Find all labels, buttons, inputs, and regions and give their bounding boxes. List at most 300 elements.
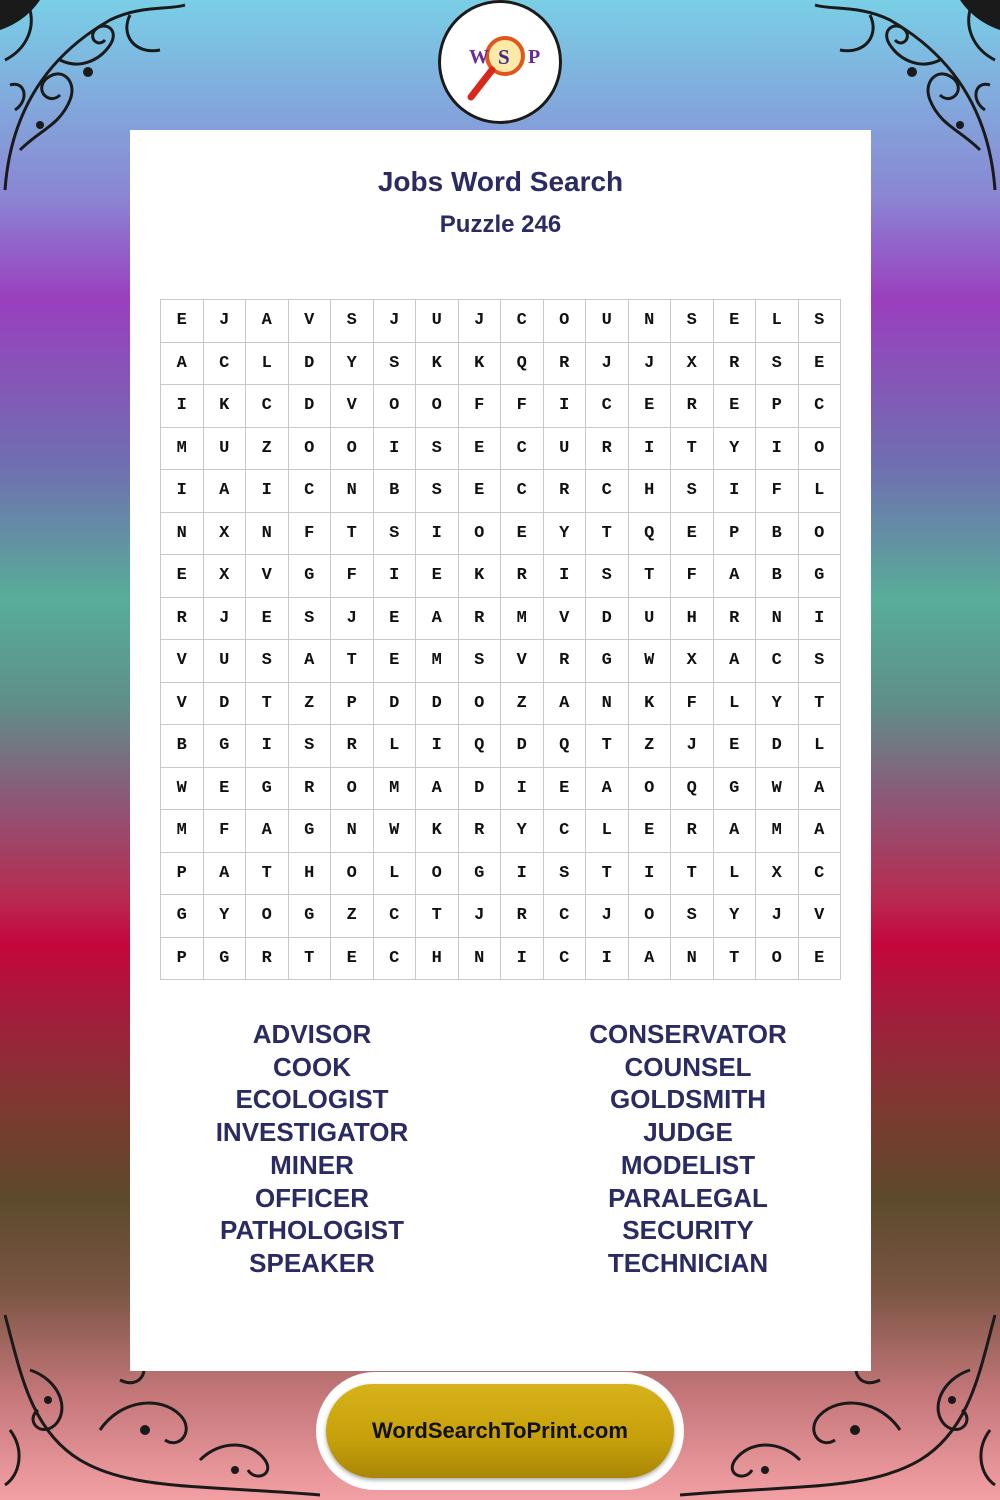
grid-cell: J — [458, 895, 501, 938]
grid-cell: S — [543, 852, 586, 895]
grid-cell: E — [543, 767, 586, 810]
puzzle-number: Puzzle 246 — [439, 211, 562, 238]
grid-cell: G — [798, 555, 841, 598]
grid-cell: A — [798, 767, 841, 810]
grid-cell: O — [628, 895, 671, 938]
grid-cell: C — [798, 385, 841, 428]
grid-cell: R — [586, 427, 629, 470]
grid-cell: P — [161, 852, 204, 895]
grid-row — [161, 512, 841, 555]
grid-cell: H — [671, 597, 714, 640]
grid-cell: I — [161, 385, 204, 428]
word-list-right — [538, 1018, 838, 1280]
grid-row — [161, 682, 841, 725]
grid-cell: U — [203, 427, 246, 470]
grid-cell: W — [373, 810, 416, 853]
grid-cell: F — [203, 810, 246, 853]
grid-cell: T — [246, 852, 289, 895]
grid-cell: O — [458, 512, 501, 555]
letter-grid — [160, 299, 841, 980]
grid-cell: G — [246, 767, 289, 810]
grid-cell: J — [671, 725, 714, 768]
grid-cell: G — [288, 895, 331, 938]
grid-cell: O — [331, 767, 374, 810]
grid-cell: X — [203, 512, 246, 555]
grid-cell: H — [288, 852, 331, 895]
grid-cell: N — [458, 937, 501, 980]
grid-cell: O — [331, 852, 374, 895]
word-item: INVESTIGATOR — [215, 1117, 409, 1148]
word-item: GOLDSMITH — [610, 1084, 766, 1115]
grid-cell: R — [246, 937, 289, 980]
grid-cell: T — [246, 682, 289, 725]
grid-cell: V — [246, 555, 289, 598]
grid-cell: S — [416, 427, 459, 470]
grid-cell: N — [161, 512, 204, 555]
grid-cell: L — [586, 810, 629, 853]
grid-cell: S — [671, 300, 714, 343]
grid-cell: A — [543, 682, 586, 725]
grid-cell: T — [416, 895, 459, 938]
grid-cell: F — [288, 512, 331, 555]
grid-cell: N — [671, 937, 714, 980]
grid-cell: R — [458, 810, 501, 853]
grid-cell: A — [628, 937, 671, 980]
grid-cell: C — [203, 342, 246, 385]
grid-cell: K — [203, 385, 246, 428]
grid-cell: W — [628, 640, 671, 683]
grid-cell: L — [756, 300, 799, 343]
grid-cell: A — [798, 810, 841, 853]
grid-cell: C — [586, 470, 629, 513]
word-list-left — [162, 1018, 462, 1280]
grid-cell: C — [501, 300, 544, 343]
grid-cell: B — [756, 555, 799, 598]
grid-cell: V — [161, 640, 204, 683]
grid-cell: E — [628, 810, 671, 853]
word-item: TECHNICIAN — [607, 1247, 769, 1278]
grid-cell: I — [501, 852, 544, 895]
grid-cell: I — [586, 937, 629, 980]
grid-cell: I — [798, 597, 841, 640]
grid-cell: T — [713, 937, 756, 980]
grid-cell: D — [416, 682, 459, 725]
grid-cell: A — [246, 810, 289, 853]
word-item: SECURITY — [622, 1215, 754, 1246]
grid-row — [161, 895, 841, 938]
grid-cell: V — [501, 640, 544, 683]
grid-cell: I — [416, 725, 459, 768]
grid-cell: R — [501, 555, 544, 598]
grid-cell: I — [713, 470, 756, 513]
grid-cell: Y — [713, 427, 756, 470]
grid-cell: R — [671, 810, 714, 853]
grid-cell: E — [373, 640, 416, 683]
grid-cell: N — [246, 512, 289, 555]
grid-cell: S — [798, 300, 841, 343]
grid-cell: I — [373, 555, 416, 598]
grid-cell: X — [671, 640, 714, 683]
grid-cell: P — [756, 385, 799, 428]
grid-cell: J — [586, 895, 629, 938]
grid-cell: E — [671, 512, 714, 555]
grid-cell: W — [161, 767, 204, 810]
grid-cell: E — [416, 555, 459, 598]
grid-cell: R — [543, 470, 586, 513]
grid-cell: S — [586, 555, 629, 598]
grid-cell: J — [331, 597, 374, 640]
grid-cell: T — [586, 725, 629, 768]
grid-cell: D — [288, 342, 331, 385]
grid-cell: V — [161, 682, 204, 725]
grid-cell: U — [543, 427, 586, 470]
grid-cell: F — [756, 470, 799, 513]
grid-cell: R — [713, 342, 756, 385]
grid-cell: S — [671, 470, 714, 513]
grid-cell: C — [288, 470, 331, 513]
grid-cell: T — [586, 852, 629, 895]
grid-cell: Z — [501, 682, 544, 725]
grid-cell: R — [501, 895, 544, 938]
grid-cell: T — [331, 512, 374, 555]
grid-cell: O — [288, 427, 331, 470]
grid-cell: S — [331, 300, 374, 343]
grid-cell: D — [586, 597, 629, 640]
grid-cell: Y — [543, 512, 586, 555]
grid-cell: J — [628, 342, 671, 385]
grid-cell: V — [288, 300, 331, 343]
grid-cell: G — [288, 810, 331, 853]
grid-row — [161, 385, 841, 428]
grid-cell: F — [671, 682, 714, 725]
grid-cell: F — [501, 385, 544, 428]
wsp-logo[interactable] — [438, 0, 562, 124]
logo-letter-s: S — [498, 45, 510, 69]
word-item: OFFICER — [254, 1182, 370, 1213]
grid-cell: Q — [501, 342, 544, 385]
grid-cell: J — [203, 597, 246, 640]
grid-cell: G — [586, 640, 629, 683]
grid-cell: T — [628, 555, 671, 598]
grid-cell: H — [416, 937, 459, 980]
grid-cell: T — [331, 640, 374, 683]
grid-cell: Z — [331, 895, 374, 938]
grid-cell: I — [501, 767, 544, 810]
grid-cell: C — [501, 470, 544, 513]
grid-cell: S — [373, 342, 416, 385]
grid-cell: A — [203, 470, 246, 513]
website-link-text: WordSearchToPrint.com — [372, 1418, 628, 1443]
grid-cell: I — [161, 470, 204, 513]
grid-cell: X — [671, 342, 714, 385]
grid-cell: O — [458, 682, 501, 725]
grid-cell: E — [713, 300, 756, 343]
grid-cell: O — [373, 385, 416, 428]
grid-cell: E — [628, 385, 671, 428]
logo-letter-p: P — [528, 46, 541, 68]
grid-cell: U — [628, 597, 671, 640]
grid-cell: M — [161, 427, 204, 470]
footer-badge — [316, 1372, 684, 1490]
grid-cell: R — [543, 640, 586, 683]
grid-cell: O — [543, 300, 586, 343]
grid-cell: T — [671, 852, 714, 895]
grid-cell: U — [203, 640, 246, 683]
grid-cell: A — [161, 342, 204, 385]
grid-cell: J — [586, 342, 629, 385]
grid-cell: D — [288, 385, 331, 428]
grid-cell: G — [713, 767, 756, 810]
grid-cell: I — [501, 937, 544, 980]
grid-cell: U — [586, 300, 629, 343]
grid-cell: C — [543, 810, 586, 853]
grid-cell: R — [458, 597, 501, 640]
grid-cell: I — [543, 555, 586, 598]
grid-row — [161, 427, 841, 470]
grid-cell: F — [671, 555, 714, 598]
word-item: MODELIST — [620, 1149, 756, 1180]
word-item: COUNSEL — [624, 1051, 752, 1082]
grid-cell: N — [331, 810, 374, 853]
grid-cell: E — [798, 937, 841, 980]
grid-cell: A — [713, 810, 756, 853]
grid-cell: D — [458, 767, 501, 810]
grid-cell: D — [501, 725, 544, 768]
grid-cell: A — [713, 640, 756, 683]
grid-cell: C — [246, 385, 289, 428]
grid-cell: P — [161, 937, 204, 980]
grid-cell: S — [246, 640, 289, 683]
grid-cell: L — [798, 470, 841, 513]
grid-cell: Y — [756, 682, 799, 725]
grid-cell: C — [756, 640, 799, 683]
grid-cell: S — [288, 725, 331, 768]
grid-row — [161, 640, 841, 683]
grid-cell: N — [331, 470, 374, 513]
grid-cell: C — [373, 895, 416, 938]
grid-cell: A — [416, 767, 459, 810]
grid-cell: I — [756, 427, 799, 470]
grid-cell: N — [756, 597, 799, 640]
grid-cell: R — [713, 597, 756, 640]
grid-row — [161, 767, 841, 810]
grid-cell: M — [416, 640, 459, 683]
grid-cell: I — [246, 470, 289, 513]
grid-cell: Y — [203, 895, 246, 938]
logo-letter-w: W — [469, 46, 489, 68]
word-item: ADVISOR — [252, 1019, 372, 1049]
grid-cell: R — [671, 385, 714, 428]
grid-cell: A — [288, 640, 331, 683]
grid-cell: J — [756, 895, 799, 938]
grid-cell: N — [586, 682, 629, 725]
grid-cell: T — [671, 427, 714, 470]
grid-cell: I — [628, 427, 671, 470]
grid-cell: M — [161, 810, 204, 853]
grid-cell: T — [288, 937, 331, 980]
website-link-button[interactable] — [326, 1384, 674, 1478]
grid-cell: A — [416, 597, 459, 640]
word-item: PARALEGAL — [608, 1182, 768, 1213]
grid-row — [161, 300, 841, 343]
grid-cell: E — [713, 385, 756, 428]
grid-cell: J — [373, 300, 416, 343]
grid-cell: K — [458, 555, 501, 598]
grid-cell: R — [331, 725, 374, 768]
grid-cell: Z — [246, 427, 289, 470]
grid-cell: B — [756, 512, 799, 555]
grid-cell: O — [416, 385, 459, 428]
grid-cell: G — [288, 555, 331, 598]
grid-cell: O — [798, 512, 841, 555]
grid-cell: Q — [671, 767, 714, 810]
grid-row — [161, 470, 841, 513]
grid-cell: K — [458, 342, 501, 385]
grid-cell: S — [288, 597, 331, 640]
grid-cell: E — [458, 470, 501, 513]
grid-cell: K — [416, 810, 459, 853]
grid-cell: P — [713, 512, 756, 555]
grid-cell: E — [331, 937, 374, 980]
grid-cell: D — [756, 725, 799, 768]
grid-cell: T — [798, 682, 841, 725]
grid-cell: O — [798, 427, 841, 470]
grid-cell: I — [543, 385, 586, 428]
grid-cell: U — [416, 300, 459, 343]
grid-cell: N — [628, 300, 671, 343]
grid-row — [161, 810, 841, 853]
grid-cell: W — [756, 767, 799, 810]
grid-cell: C — [543, 895, 586, 938]
grid-cell: E — [501, 512, 544, 555]
word-item: PATHOLOGIST — [220, 1215, 404, 1246]
word-item: ECOLOGIST — [235, 1084, 389, 1115]
grid-cell: R — [161, 597, 204, 640]
word-item: MINER — [270, 1149, 354, 1180]
grid-cell: K — [628, 682, 671, 725]
grid-cell: G — [161, 895, 204, 938]
grid-cell: S — [373, 512, 416, 555]
grid-cell: A — [586, 767, 629, 810]
grid-cell: M — [756, 810, 799, 853]
grid-cell: S — [458, 640, 501, 683]
grid-cell: S — [671, 895, 714, 938]
puzzle-sheet — [130, 130, 871, 1371]
grid-cell: I — [416, 512, 459, 555]
grid-row — [161, 342, 841, 385]
grid-cell: Q — [543, 725, 586, 768]
grid-cell: E — [161, 300, 204, 343]
grid-cell: C — [373, 937, 416, 980]
grid-cell: D — [373, 682, 416, 725]
grid-cell: V — [331, 385, 374, 428]
grid-cell: E — [246, 597, 289, 640]
grid-cell: L — [373, 725, 416, 768]
grid-cell: B — [161, 725, 204, 768]
grid-cell: L — [713, 682, 756, 725]
grid-cell: E — [203, 767, 246, 810]
grid-cell: E — [713, 725, 756, 768]
grid-cell: F — [331, 555, 374, 598]
grid-cell: S — [416, 470, 459, 513]
grid-cell: Y — [713, 895, 756, 938]
grid-cell: G — [458, 852, 501, 895]
grid-cell: C — [543, 937, 586, 980]
grid-cell: Y — [501, 810, 544, 853]
grid-cell: O — [628, 767, 671, 810]
grid-cell: R — [543, 342, 586, 385]
grid-cell: J — [458, 300, 501, 343]
grid-cell: O — [756, 937, 799, 980]
grid-cell: S — [798, 640, 841, 683]
grid-cell: M — [501, 597, 544, 640]
grid-cell: A — [203, 852, 246, 895]
grid-cell: I — [246, 725, 289, 768]
grid-cell: M — [373, 767, 416, 810]
grid-cell: L — [246, 342, 289, 385]
grid-cell: Z — [288, 682, 331, 725]
grid-cell: E — [798, 342, 841, 385]
grid-cell: S — [756, 342, 799, 385]
grid-cell: L — [798, 725, 841, 768]
grid-cell: K — [416, 342, 459, 385]
magnifier-icon — [445, 7, 555, 117]
grid-cell: V — [798, 895, 841, 938]
grid-cell: J — [203, 300, 246, 343]
grid-cell: T — [586, 512, 629, 555]
grid-row — [161, 725, 841, 768]
word-item: COOK — [273, 1051, 351, 1082]
grid-cell: X — [756, 852, 799, 895]
grid-cell: P — [331, 682, 374, 725]
grid-row — [161, 937, 841, 980]
grid-cell: X — [203, 555, 246, 598]
grid-cell: E — [373, 597, 416, 640]
grid-cell: L — [713, 852, 756, 895]
grid-cell: I — [373, 427, 416, 470]
grid-cell: Z — [628, 725, 671, 768]
grid-cell: G — [203, 937, 246, 980]
grid-cell: C — [501, 427, 544, 470]
grid-cell: E — [458, 427, 501, 470]
grid-cell: O — [331, 427, 374, 470]
grid-cell: Y — [331, 342, 374, 385]
grid-cell: Q — [628, 512, 671, 555]
grid-row — [161, 852, 841, 895]
grid-cell: O — [416, 852, 459, 895]
grid-cell: I — [628, 852, 671, 895]
grid-cell: E — [161, 555, 204, 598]
grid-cell: H — [628, 470, 671, 513]
grid-cell: L — [373, 852, 416, 895]
grid-cell: C — [798, 852, 841, 895]
grid-cell: F — [458, 385, 501, 428]
grid-cell: R — [288, 767, 331, 810]
grid-row — [161, 597, 841, 640]
grid-cell: B — [373, 470, 416, 513]
grid-cell: G — [203, 725, 246, 768]
word-item: JUDGE — [643, 1117, 733, 1148]
word-item: CONSERVATOR — [589, 1019, 787, 1049]
grid-cell: Q — [458, 725, 501, 768]
grid-cell: C — [586, 385, 629, 428]
page-title: Jobs Word Search — [377, 166, 624, 197]
grid-cell: D — [203, 682, 246, 725]
grid-cell: A — [246, 300, 289, 343]
grid-cell: V — [543, 597, 586, 640]
grid-row — [161, 555, 841, 598]
grid-cell: A — [713, 555, 756, 598]
